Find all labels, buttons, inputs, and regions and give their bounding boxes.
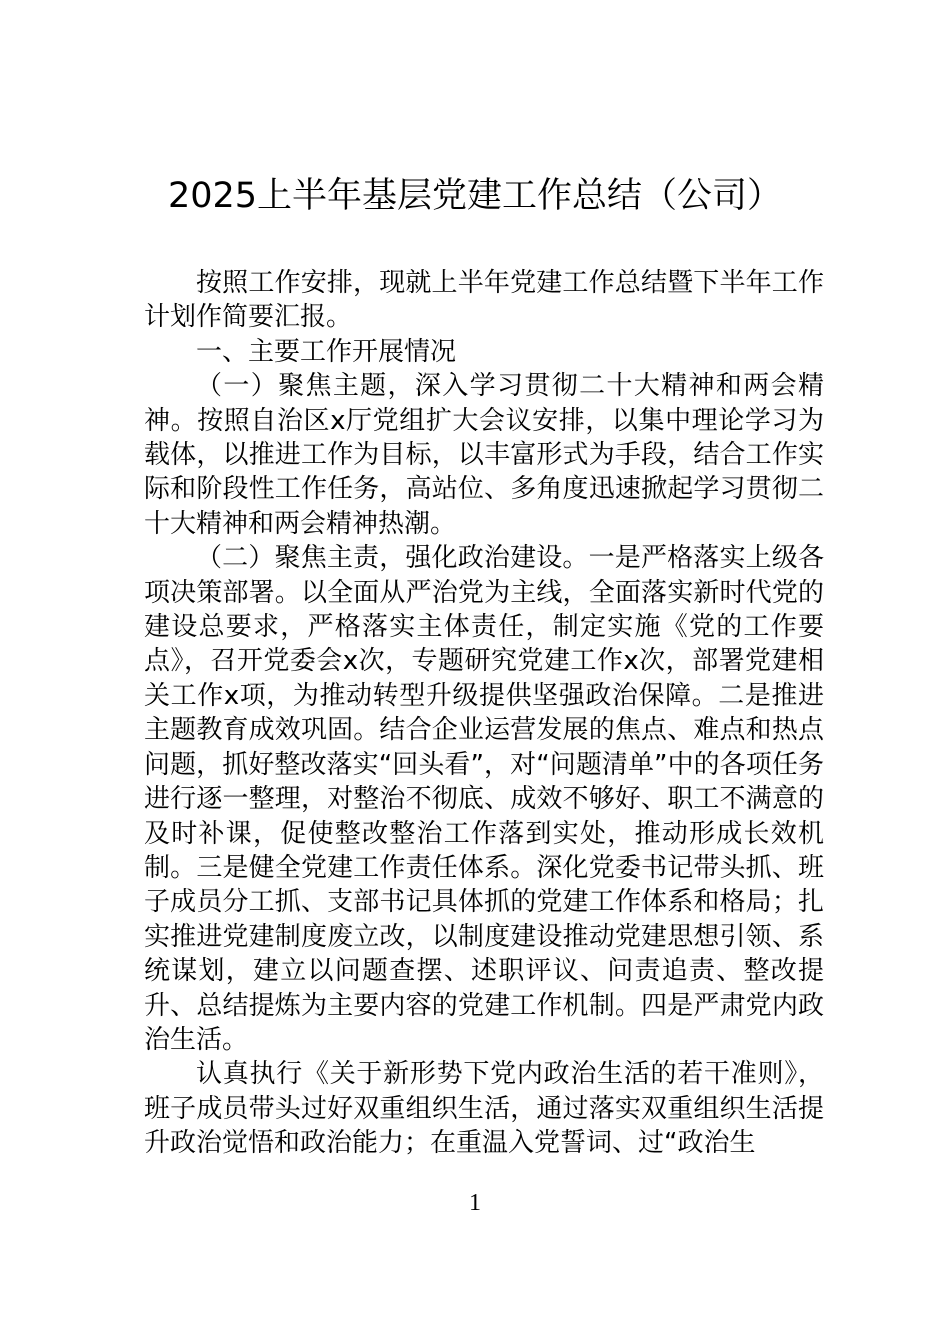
paragraph-focus-theme: （一）聚焦主题，深入学习贯彻二十大精神和两会精神。按照自治区x厅党组扩大会议安排，以集中理论学习为载体，以推进工作为目标，以丰富形式为手段，结合工作实际和阶段性工作任务，高站位、多角度迅速掀起学习贯彻二十大精神和两会精神热潮。	[144, 371, 824, 539]
section-heading-main-work: 一、主要工作开展情况	[196, 336, 457, 367]
page-number: 1	[469, 1190, 481, 1216]
paragraph-focus-responsibility: （二）聚焦主责，强化政治建设。一是严格落实上级各项决策部署。以全面从严治党为主线，全面落实新时代党的建设总要求，严格落实主体责任，制定实施《党的工作要点》，召开党委会x次，专题研究党建工作x次，部署党建相关工作x项，为推动转型升级提供坚强政治保障。二是推进主题教育成效巩固。结合企业运营发展的焦点、难点和热点问题，抓好整改落实“回头看”，对“问题清单”中的各项任务进行逐一整理，对整治不彻底、成效不够好、职工不满意的及时补课，促使整改整治工作落到实处，推动形成长效机制。三是健全党建工作责任体系。深化党委书记带头抓、班子成员分工抓、支部书记具体抓的党建工作体系和格局；扎实推进党建制度废立改，以制度建设推动党建思想引领、系统谋划，建立以问题查摆、述职评议、问责追责、整改提升、总结提炼为主要内容的党建工作机制。四是严肃党内政治生活。	[144, 543, 824, 1055]
document-body	[144, 266, 824, 1161]
paragraph-political-life: 认真执行《关于新形势下党内政治生活的若干准则》，班子成员带头过好双重组织生活，通过落实双重组织生活提升政治觉悟和政治能力；在重温入党誓词、过“政治生	[144, 1059, 824, 1159]
document-title: 2025上半年基层党建工作总结（公司）	[167, 176, 783, 216]
paragraph-intro: 按照工作安排，现就上半年党建工作总结暨下半年工作计划作简要汇报。	[144, 268, 824, 333]
